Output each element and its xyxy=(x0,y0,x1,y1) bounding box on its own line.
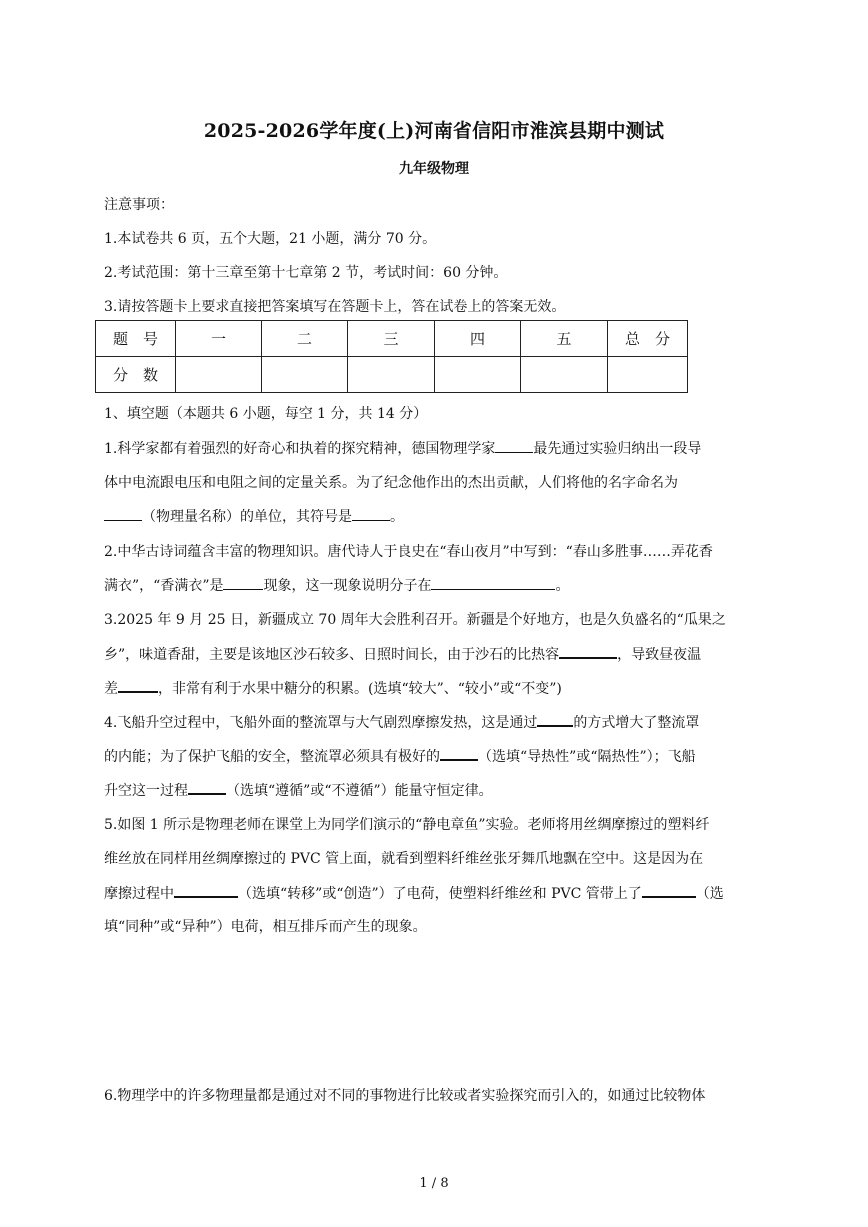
answer-blank xyxy=(223,575,263,590)
question-6-line: 6.物理学中的许多物理量都是通过对不同的事物进行比较或者实验探究而引入的，如通过比较物体 xyxy=(104,1088,706,1104)
answer-blank xyxy=(495,438,533,453)
question-5-line: 5.如图 1 所示是物理老师在课堂上为同学们演示的“静电章鱼”实验。老师将用丝绸摩擦过的塑料纤 xyxy=(104,817,710,833)
text: 摩擦过程中 xyxy=(104,886,174,902)
text: 的方式增大了整流罩 xyxy=(573,715,700,731)
text: ，导致昼夜温 xyxy=(617,647,702,663)
text: 升空这一过程 xyxy=(104,783,188,799)
score-table-header-cell: 五 xyxy=(521,321,608,357)
text: 满衣”，“香满衣”是 xyxy=(104,578,224,594)
notice-item: 1.本试卷共 6 页，五个大题，21 小题，满分 70 分。 xyxy=(104,231,437,247)
score-table-header-cell: 一 xyxy=(176,321,262,357)
question-1-line xyxy=(104,506,404,526)
answer-blank xyxy=(188,779,226,795)
score-cell xyxy=(521,357,608,393)
text: 。 xyxy=(390,509,404,525)
score-cell xyxy=(608,357,688,393)
answer-blank xyxy=(431,575,555,590)
text: （物理量名称）的单位，其符号是 xyxy=(142,509,352,525)
score-table-score-row xyxy=(96,357,688,393)
text: （选填“导热性”或“隔热性”）；飞船 xyxy=(478,749,696,765)
score-cell xyxy=(176,357,262,393)
question-3-line xyxy=(104,677,562,698)
notice-item: 3.请按答题卡上要求直接把答案填写在答题卡上，答在试卷上的答案无效。 xyxy=(104,299,566,315)
question-4-line xyxy=(104,745,696,766)
answer-blank xyxy=(440,745,478,761)
text: 乡”，味道香甜，主要是该地区沙石较多、日照时间长，由于沙石的比热容 xyxy=(104,647,560,663)
score-table-header-cell: 三 xyxy=(348,321,435,357)
question-1-line xyxy=(104,438,701,458)
text: 4.飞船升空过程中，飞船外面的整流罩与大气剧烈摩擦发热，这是通过 xyxy=(104,715,538,731)
text: 。 xyxy=(555,578,570,594)
text: ，非常有利于水果中糖分的积累。(选填“较大”、“较小”或“不变”) xyxy=(158,681,562,697)
score-table-header-cell: 总 分 xyxy=(608,321,688,357)
score-table xyxy=(95,320,688,393)
score-cell xyxy=(262,357,348,393)
score-cell xyxy=(435,357,521,393)
text: 1.科学家都有着强烈的好奇心和执着的探究精神，德国物理学家 xyxy=(104,441,496,457)
question-4-line xyxy=(104,711,699,732)
question-3-line xyxy=(104,643,701,664)
answer-blank xyxy=(118,677,158,693)
text: 的内能；为了保护飞船的安全，整流罩必须具有极好的 xyxy=(104,749,440,765)
question-5-line: 维丝放在同样用丝绸摩擦过的 PVC 管上面，就看到塑料纤维丝张牙舞爪地飘在空中。这是因为在 xyxy=(104,851,704,867)
question-5-line xyxy=(104,882,724,903)
text: （选填“遵循”或“不遵循”）能量守恒定律。 xyxy=(226,783,493,799)
answer-blank xyxy=(642,882,696,898)
score-table-header-cell: 二 xyxy=(262,321,348,357)
text: （选 xyxy=(695,886,724,902)
notice-item: 2.考试范围：第十三章至第十七章第 2 节，考试时间：60 分钟。 xyxy=(104,265,508,281)
score-table-row-label: 分 数 xyxy=(96,357,176,393)
question-2-line: 2.中华古诗词蕴含丰富的物理知识。唐代诗人于良史在“春山夜月”中写到：“春山多胜事……弄花香 xyxy=(104,544,713,560)
score-table-header-cell: 题 号 xyxy=(96,321,176,357)
question-5-line: 填“同种”或“异种”）电荷，相互排斥而产生的现象。 xyxy=(104,919,427,935)
answer-blank xyxy=(537,711,573,727)
score-table-header-row xyxy=(96,321,688,357)
answer-blank xyxy=(352,506,390,521)
answer-blank xyxy=(104,506,142,521)
answer-blank xyxy=(559,643,617,659)
score-table-header-cell: 四 xyxy=(435,321,521,357)
question-1-line: 体中电流跟电压和电阻之间的定量关系。为了纪念他作出的杰出贡献，人们将他的名字命名为 xyxy=(104,475,678,491)
page-number: 1 / 8 xyxy=(419,1176,449,1191)
notice-heading: 注意事项： xyxy=(104,197,174,213)
question-3-line: 3.2025 年 9 月 25 日，新疆成立 70 周年大会胜利召开。新疆是个好地方，也是久负盛名的“瓜果之 xyxy=(104,612,726,628)
text: 现象，这一现象说明分子在 xyxy=(263,578,432,594)
answer-blank xyxy=(174,882,238,898)
exam-subtitle: 九年级物理 xyxy=(399,161,469,177)
question-2-line xyxy=(104,575,569,595)
exam-title: 2025-2026学年度(上)河南省信阳市淮滨县期中测试 xyxy=(203,120,665,142)
text: （选填“转移”或“创造”）了电荷，使塑料纤维丝和 PVC 管带上了 xyxy=(238,886,642,902)
text: 差 xyxy=(104,681,118,697)
question-4-line xyxy=(104,779,493,800)
section-heading: 1、填空题（本题共 6 小题，每空 1 分，共 14 分） xyxy=(104,406,428,422)
text: 最先通过实验归纳出一段导 xyxy=(533,441,702,457)
score-cell xyxy=(348,357,435,393)
